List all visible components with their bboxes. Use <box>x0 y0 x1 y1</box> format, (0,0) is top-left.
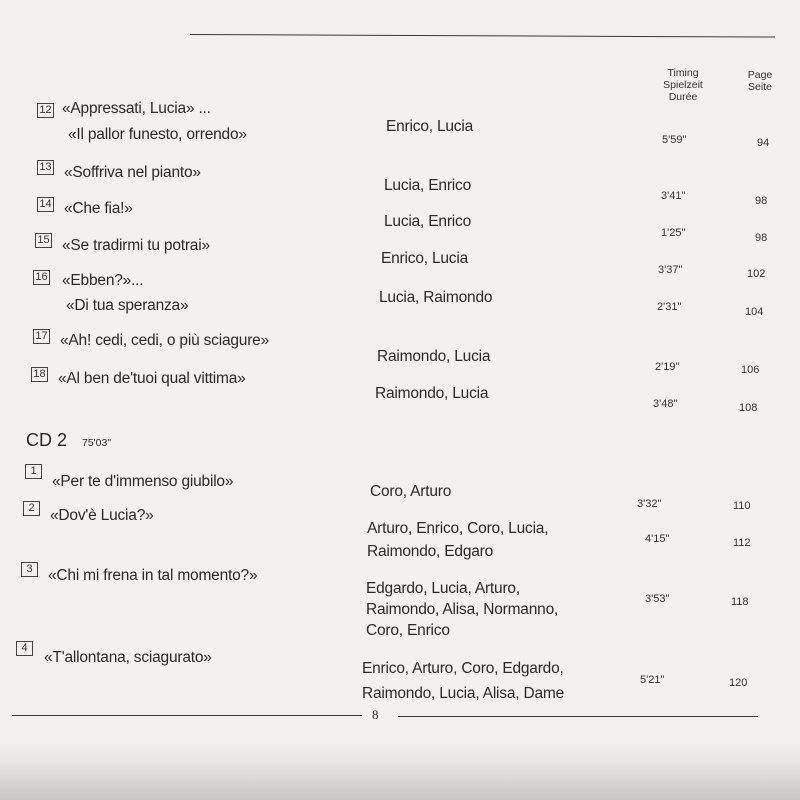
track-page: 102 <box>747 268 766 280</box>
track-cast: Raimondo, Lucia <box>375 385 489 402</box>
track-number: 3 <box>21 562 38 577</box>
track-page: 110 <box>733 500 751 512</box>
track-time: 3'41" <box>661 190 686 202</box>
track-cast: Enrico, Lucia <box>386 118 474 135</box>
track-page: 118 <box>731 596 749 608</box>
timing-header-line: Spielzeit <box>663 79 703 91</box>
track-title: «Per te d'immenso giubilo» <box>52 473 234 490</box>
track-cast: Edgardo, Lucia, Arturo, <box>366 580 520 597</box>
track-number: 12 <box>37 103 54 118</box>
track-page: 98 <box>755 232 768 244</box>
track-time: 2'19" <box>655 361 680 373</box>
track-page: 108 <box>739 402 758 414</box>
track-title: «Appressati, Lucia» ... <box>62 100 211 117</box>
track-time: 3'37" <box>658 264 683 276</box>
scan-shadow <box>0 740 800 800</box>
track-title: «Soffriva nel pianto» <box>64 164 201 181</box>
track-page: 104 <box>745 306 764 318</box>
timing-header-line: Timing <box>667 67 699 79</box>
track-title: «Se tradirmi tu potrai» <box>62 237 210 254</box>
track-title: «T'allontana, sciagurato» <box>44 649 212 666</box>
track-time: 3'48" <box>653 398 678 410</box>
track-cast: Raimondo, Lucia <box>377 348 491 365</box>
bottom-rule <box>398 716 758 717</box>
cd-duration: 75'03" <box>82 437 112 449</box>
track-cast: Lucia, Enrico <box>384 213 472 230</box>
track-time: 4'15" <box>645 533 670 545</box>
page-header-line: Seite <box>748 81 772 93</box>
track-title: «Di tua speranza» <box>66 297 189 314</box>
track-time: 2'31" <box>657 301 682 313</box>
page-number: 8 <box>372 707 379 722</box>
track-page: 98 <box>755 195 768 207</box>
page-header <box>735 69 785 93</box>
track-cast: Raimondo, Lucia, Alisa, Dame <box>362 685 565 702</box>
track-number: 2 <box>23 501 40 516</box>
track-time: 3'53" <box>645 593 670 605</box>
track-time: 5'59" <box>662 134 687 146</box>
page-header-line: Page <box>747 69 773 81</box>
track-number: 1 <box>25 464 42 479</box>
track-title: «Dov'è Lucia?» <box>50 507 154 524</box>
track-title: «Ebben?»... <box>62 272 144 289</box>
track-title: «Al ben de'tuoi qual vittima» <box>58 370 246 387</box>
track-time: 3'32" <box>637 498 662 510</box>
track-title: «Che fia!» <box>64 200 133 217</box>
track-title: «Il pallor funesto, orrendo» <box>68 126 247 143</box>
track-number: 4 <box>16 641 33 656</box>
track-cast: Raimondo, Edgaro <box>367 543 494 560</box>
track-cast: Coro, Arturo <box>370 483 452 500</box>
track-number: 14 <box>37 197 54 212</box>
track-time: 1'25" <box>661 227 686 239</box>
track-number: 17 <box>33 329 50 344</box>
track-cast: Lucia, Raimondo <box>379 289 493 306</box>
track-title: «Chi mi frena in tal momento?» <box>48 567 258 584</box>
cd-label: CD 2 <box>26 430 68 450</box>
bottom-rule <box>12 715 362 716</box>
track-cast: Raimondo, Alisa, Normanno, <box>366 601 559 618</box>
track-page: 94 <box>757 137 770 149</box>
track-page: 120 <box>729 677 748 689</box>
track-page: 112 <box>733 537 751 549</box>
track-number: 16 <box>33 270 50 285</box>
track-number: 18 <box>31 367 48 382</box>
timing-header-line: Durée <box>668 91 698 103</box>
track-cast: Enrico, Lucia <box>381 250 469 267</box>
track-cast: Arturo, Enrico, Coro, Lucia, <box>367 520 549 537</box>
track-number: 13 <box>37 160 54 175</box>
track-cast: Lucia, Enrico <box>384 177 472 194</box>
track-page: 106 <box>741 364 760 376</box>
track-cast: Coro, Enrico <box>366 622 450 639</box>
track-time: 5'21" <box>640 674 665 686</box>
top-rule <box>190 34 775 38</box>
timing-header <box>648 67 718 103</box>
track-title: «Ah! cedi, cedi, o più sciagure» <box>60 332 270 349</box>
track-number: 15 <box>35 233 52 248</box>
track-cast: Enrico, Arturo, Coro, Edgardo, <box>362 660 564 677</box>
